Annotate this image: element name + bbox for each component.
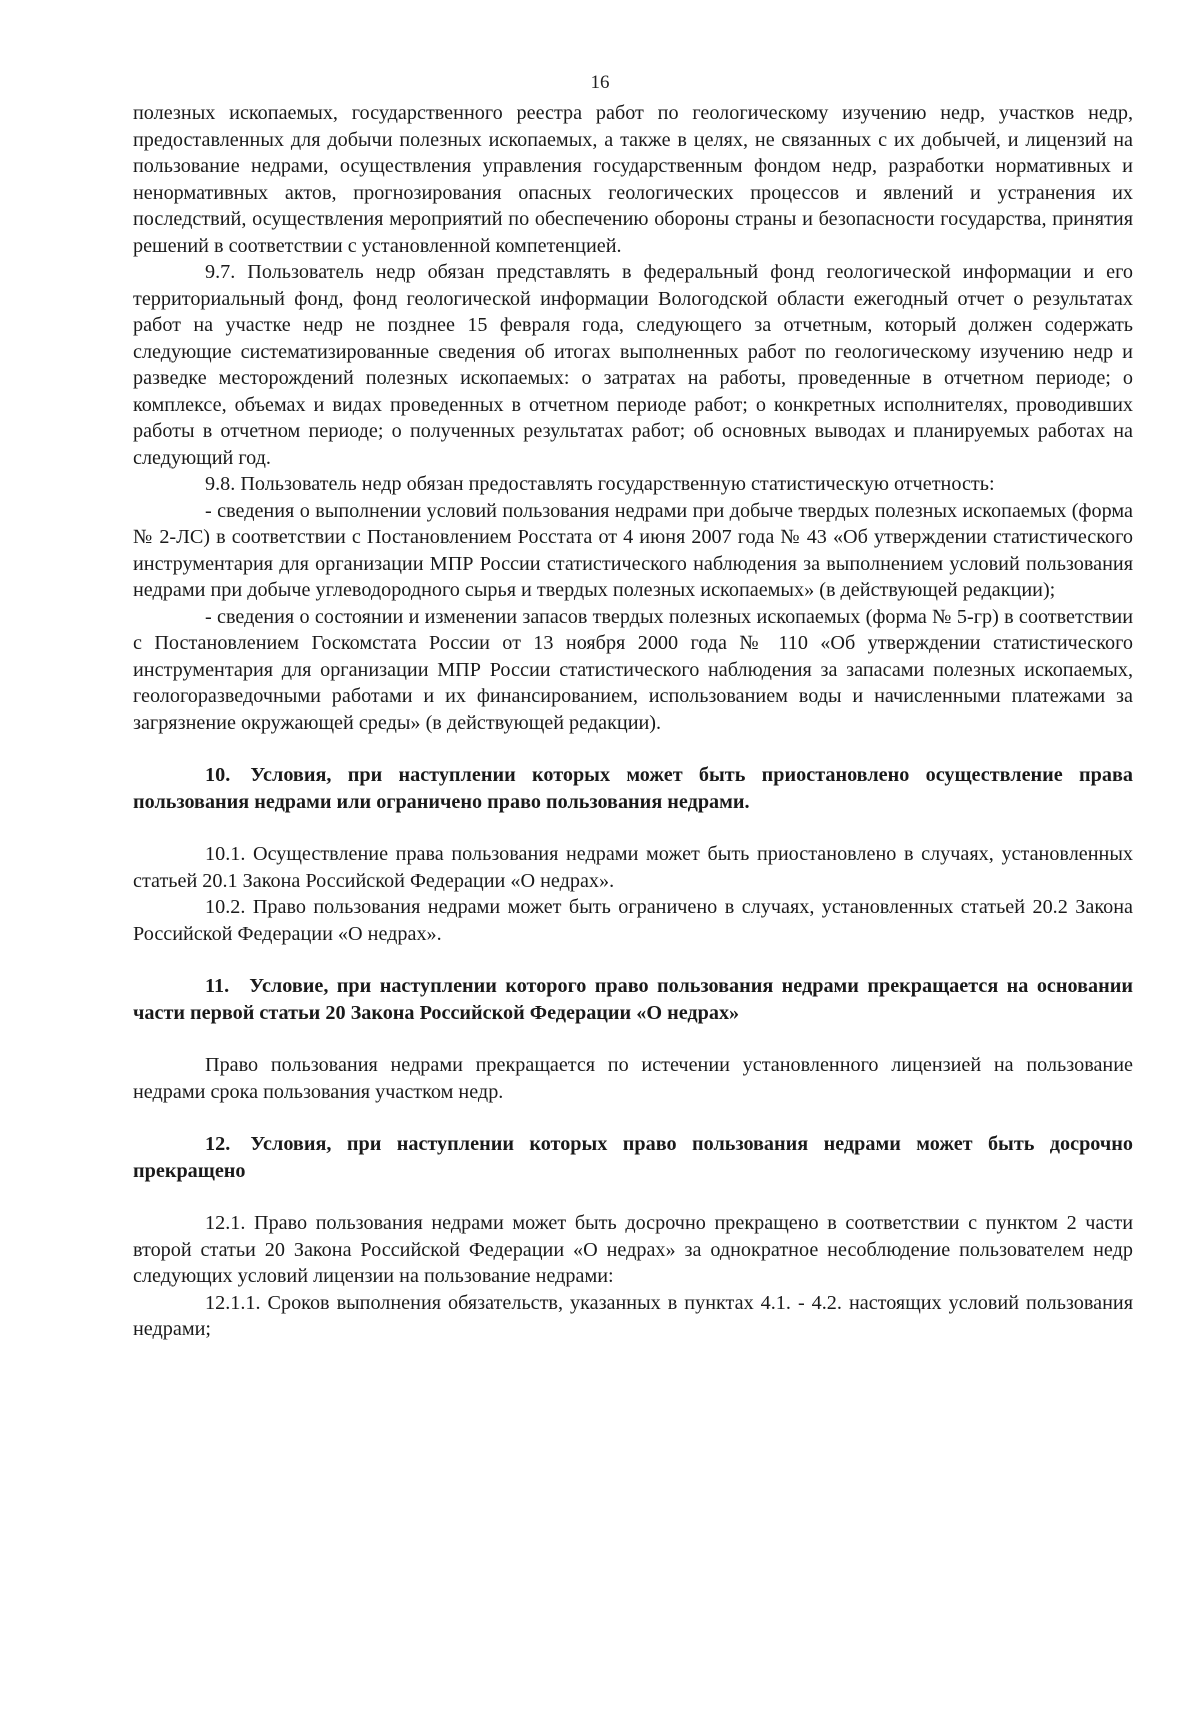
paragraph-10-2: 10.2. Право пользования недрами может быть ограничено в случаях, установленных статьей 20.2 Закона Российской Федерации «О недрах». — [133, 896, 1133, 945]
page-number: 16 — [590, 72, 610, 93]
paragraph-12-1: 12.1. Право пользования недрами может быть досрочно прекращено в соответствии с пунктом 2 части второй статьи 20 Закона Российской Федерации «О недрах» за однократное несоблюдение пользователем недр следующих условий лицензии на пользование недрами: — [133, 1212, 1133, 1287]
spacer — [133, 1184, 1133, 1210]
spacer — [133, 947, 1133, 973]
paragraph-10-1: 10.1. Осуществление права пользования недрами может быть приостановлено в случаях, установленных статьей 20.1 Закона Российской Федерации «О недрах». — [133, 843, 1133, 892]
spacer — [133, 1105, 1133, 1131]
paragraph-continuation: полезных ископаемых, государственного реестра работ по геологическому изучению недр, участков недр, предоставленных для добычи полезных ископаемых, а также в целях, не связанных с их добычей, и лицензий на пользование недрами, осуществления управления государственным фондом недр, разработки нормативных и ненормативных актов, прогнозирования опасных геологических процессов и явлений и устранения их последствий, осуществления мероприятий по обеспечению обороны страны и безопасности государства, принятия решений в соответствии с установленной компетенцией. — [133, 102, 1133, 257]
spacer — [133, 815, 1133, 841]
section-heading-12: 12. Условия, при наступлении которых право пользования недрами может быть досрочно прекращено — [133, 1133, 1133, 1182]
paragraph-12-1-1: 12.1.1. Сроков выполнения обязательств, указанных в пунктах 4.1. - 4.2. настоящих условий пользования недрами; — [133, 1291, 1133, 1340]
spacer — [133, 1026, 1133, 1052]
paragraph-9-7: 9.7. Пользователь недр обязан представлять в федеральный фонд геологической информации и его территориальный фонд, фонд геологической информации Вологодской области ежегодный отчет о результатах работ на участке недр не позднее 15 февраля года, следующего за отчетным, который должен содержать следующие систематизированные сведения об итогах выполненных работ по геологическому изучению недр и разведке месторождений полезных ископаемых: о затратах на работы, проведенные в отчетном периоде; о комплексе, объемах и видах проведенных в отчетном периоде работ; о конкретных исполнителях, проводивших работы в отчетном периоде; о полученных результатах работ; об основных выводах и планируемых работах на следующий год. — [133, 261, 1133, 469]
section-heading-11: 11. Условие, при наступлении которого право пользования недрами прекращается на основании части первой статьи 20 Закона Российской Федерации «О недрах» — [133, 975, 1133, 1024]
list-item-form-2-ls: - сведения о выполнении условий пользования недрами при добыче твердых полезных ископаемых (форма № 2-ЛС) в соответствии с Постановлением Росстата от 4 июня 2007 года № 43 «Об утверждении статистического инструментария для организации МПР России статистического наблюдения за выполнением условий пользования недрами при добыче углеводородного сырья и твердых полезных ископаемых» (в действующей редакции); — [133, 499, 1133, 601]
spacer — [133, 736, 1133, 762]
paragraph-9-8: 9.8. Пользователь недр обязан предоставлять государственную статистическую отчетность: — [205, 473, 995, 495]
list-item-form-5-gr: - сведения о состоянии и изменении запасов твердых полезных ископаемых (форма № 5-гр) в соответствии с Постановлением Госкомстата России от 13 ноября 2000 года № 110 «Об утверждении статистического инструментария для организации МПР России статистического наблюдения за запасами полезных ископаемых, геологоразведочными работами и их финансированием, использованием воды и начисленными платежами за загрязнение окружающей среды» (в действующей редакции). — [133, 605, 1133, 734]
document-body — [133, 100, 1133, 1343]
paragraph-11: Право пользования недрами прекращается по истечении установленного лицензией на пользование недрами срока пользования участком недр. — [133, 1054, 1133, 1103]
section-heading-10: 10. Условия, при наступлении которых может быть приостановлено осуществление права пользования недрами или ограничено право пользования недрами. — [133, 764, 1133, 813]
